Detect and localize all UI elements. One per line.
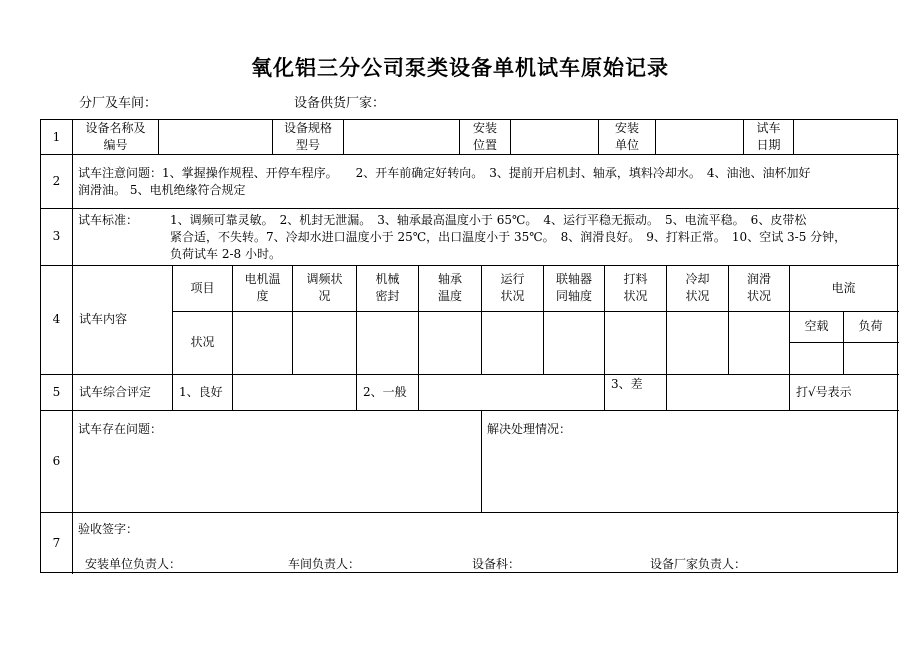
label-line: 状况 bbox=[500, 289, 525, 303]
current-label: 电流 bbox=[831, 280, 856, 295]
label-line: 安装 bbox=[614, 121, 639, 135]
standards-line: 紧合适，不失转。7、冷却水进口温度小于 25℃，出口温度小于 35℃。 8、润滑良好。 9、打料正常。 10、空试 3-5 分钟， bbox=[170, 230, 847, 244]
equipment-spec-label bbox=[273, 120, 343, 154]
equipment-spec-field[interactable] bbox=[344, 120, 459, 154]
row-number: 1 bbox=[52, 129, 61, 144]
label-line: 轴承 bbox=[437, 272, 462, 286]
current-divider bbox=[789, 342, 899, 343]
row-number: 3 bbox=[52, 229, 61, 243]
label-line: 润滑 bbox=[746, 272, 771, 286]
label-line: 度 bbox=[256, 289, 269, 303]
precautions-line: 试车注意问题：1、掌握操作规程、开停车程序。 2、开车前确定好转向。 3、提前开启机封、轴承，填料冷却水。 4、油池、油杯加好 bbox=[78, 166, 811, 180]
label-line: 同轴度 bbox=[555, 289, 592, 303]
row-divider bbox=[41, 208, 899, 209]
col-mech-seal bbox=[357, 265, 418, 311]
problems-label: 试车存在问题： bbox=[78, 422, 163, 436]
col-coupling-alignment bbox=[544, 265, 604, 311]
label-line: 运行 bbox=[500, 272, 525, 286]
install-unit-label bbox=[599, 120, 655, 154]
test-date-label bbox=[744, 120, 793, 154]
rating-note: 打√号表示 bbox=[796, 384, 852, 399]
rating-poor: 3、差 bbox=[611, 377, 643, 391]
row-divider bbox=[41, 410, 899, 411]
install-location-field[interactable] bbox=[511, 120, 598, 154]
rating-good-checkbox[interactable] bbox=[233, 374, 356, 410]
col-cooling-status bbox=[667, 265, 728, 311]
standards-line: 负荷试车 2-8 小时。 bbox=[170, 247, 281, 261]
label-line: 型号 bbox=[295, 138, 320, 152]
label-line: 状况 bbox=[685, 289, 710, 303]
label-line: 状况 bbox=[746, 289, 771, 303]
label-line: 况 bbox=[318, 289, 331, 303]
test-date-field[interactable] bbox=[794, 120, 897, 154]
col-vfd-status bbox=[293, 265, 356, 311]
col-run-status bbox=[482, 265, 543, 311]
item-label: 项目 bbox=[190, 280, 215, 295]
label-line: 试车 bbox=[756, 121, 781, 135]
label-line: 状况 bbox=[623, 289, 648, 303]
overall-rating-label: 试车综合评定 bbox=[79, 384, 152, 399]
record-table bbox=[40, 119, 898, 573]
equipment-name-field[interactable] bbox=[159, 120, 272, 154]
signature-install-unit: 安装单位负责人： bbox=[85, 557, 182, 571]
supplier-label: 设备供货厂家： bbox=[294, 96, 386, 111]
branch-label: 分厂及车间： bbox=[79, 96, 158, 111]
test-content-label: 试车内容 bbox=[79, 312, 128, 326]
label-line: 编号 bbox=[103, 138, 128, 152]
label-line: 温度 bbox=[437, 289, 462, 303]
label-line: 位置 bbox=[472, 138, 497, 152]
equipment-name-label bbox=[73, 120, 158, 154]
standards-label: 试车标准： bbox=[78, 213, 139, 227]
row-number: 2 bbox=[52, 173, 61, 188]
row-divider bbox=[41, 512, 899, 513]
rating-good: 1、良好 bbox=[179, 384, 223, 399]
label-line: 设备名称及 bbox=[85, 121, 146, 135]
no-load-label: 空载 bbox=[804, 319, 829, 333]
label-line: 日期 bbox=[756, 138, 781, 152]
row-number: 4 bbox=[52, 312, 61, 326]
signature-equipment-dept: 设备科： bbox=[472, 557, 521, 571]
rating-fair: 2、一般 bbox=[363, 384, 407, 399]
row-number: 7 bbox=[52, 535, 61, 550]
label-line: 冷却 bbox=[685, 272, 710, 286]
label-line: 设备规格 bbox=[283, 121, 332, 135]
page-title: 氧化铝三分公司泵类设备单机试车原始记录 bbox=[251, 56, 669, 80]
solution-label: 解决处理情况： bbox=[487, 422, 572, 436]
rating-fair-checkbox[interactable] bbox=[419, 374, 604, 410]
col-feed-status bbox=[605, 265, 666, 311]
signature-manufacturer: 设备厂家负责人： bbox=[650, 557, 747, 571]
label-line: 打料 bbox=[623, 272, 648, 286]
rating-poor-checkbox[interactable] bbox=[667, 374, 789, 410]
acceptance-label: 验收签字： bbox=[78, 522, 139, 536]
label-line: 调频状 bbox=[306, 272, 343, 286]
label-line: 电机温 bbox=[244, 272, 281, 286]
row-divider bbox=[41, 154, 899, 155]
standards-line: 1、调频可靠灵敏。 2、机封无泄漏。 3、轴承最高温度小于 65℃。 4、运行平稳无振动。 5、电流平稳。 6、皮带松 bbox=[170, 213, 807, 227]
status-label: 状况 bbox=[190, 335, 215, 349]
install-unit-field[interactable] bbox=[656, 120, 743, 154]
row-number: 5 bbox=[52, 384, 61, 399]
col-bearing-temp bbox=[419, 265, 481, 311]
col-motor-temp bbox=[233, 265, 292, 311]
row-number: 6 bbox=[52, 453, 61, 468]
precautions-line: 润滑油。 5、电机绝缘符合规定 bbox=[78, 183, 246, 197]
load-label: 负荷 bbox=[858, 319, 883, 333]
signature-workshop: 车间负责人： bbox=[288, 557, 361, 571]
label-line: 安装 bbox=[472, 121, 497, 135]
col-lubrication-status bbox=[729, 265, 789, 311]
col-divider bbox=[481, 410, 482, 512]
label-line: 机械 bbox=[375, 272, 400, 286]
label-line: 密封 bbox=[375, 289, 400, 303]
install-location-label bbox=[460, 120, 510, 154]
label-line: 联轴器 bbox=[555, 272, 592, 286]
label-line: 单位 bbox=[614, 138, 639, 152]
